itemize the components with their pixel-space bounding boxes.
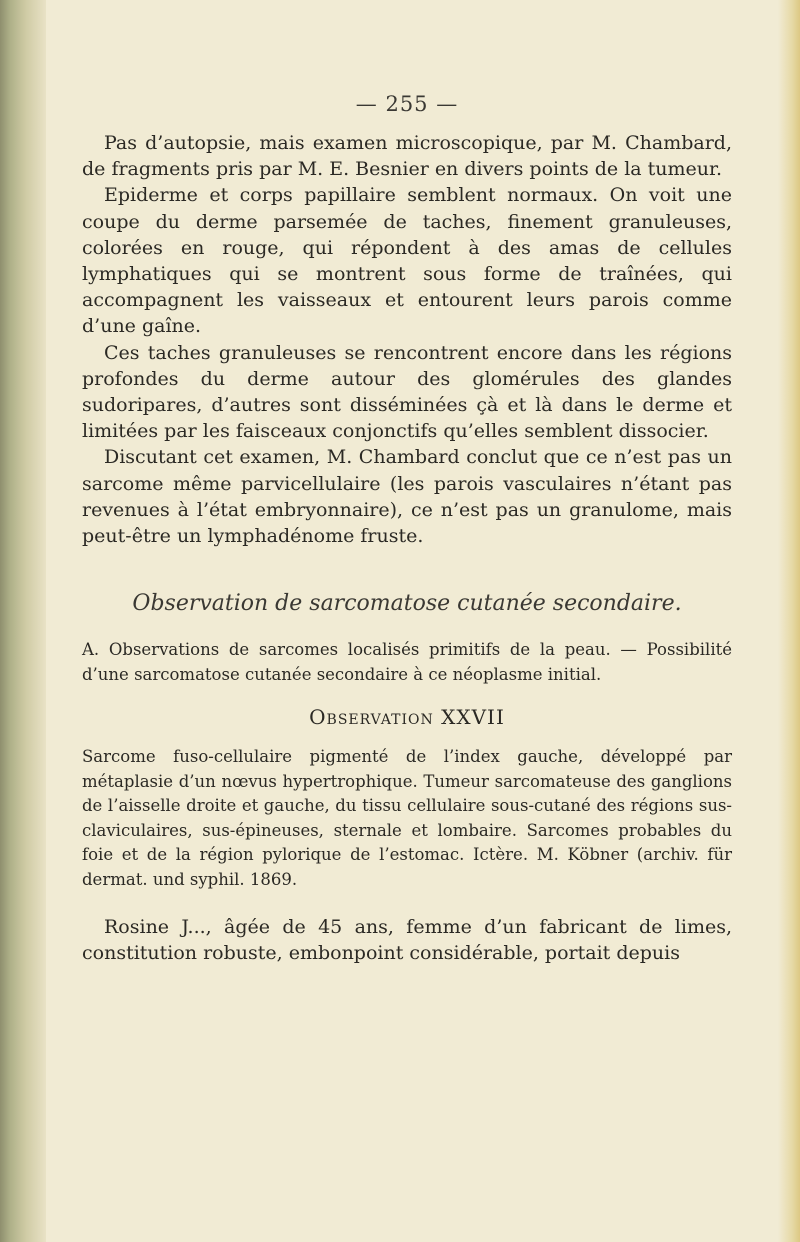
section-title: Observation de sarcomatose cutanée secondaire.: [132, 591, 682, 617]
page-number: — 255 —: [355, 92, 459, 116]
page-body: [82, 92, 732, 967]
case-paragraph: Rosine J..., âgée de 45 ans, femme d’un fabricant de limes, constitution robuste, embonpoint considérable, portait depuis: [82, 916, 732, 965]
paragraph: Ces taches granuleuses se rencontrent encore dans les régions profondes du derme autour des glomérules des glandes sudoripares, d’autres sont disséminées çà et là dans le derme et limitées par les faisceaux conjonctifs qu’elles semblent dissocier.: [82, 341, 732, 443]
observation-summary: Sarcome fuso-cellulaire pigmenté de l’index gauche, développé par métaplasie d’un nœvus hypertrophique. Tumeur sarcomateuse des ganglions de l’aisselle droite et gauche, du tissu cellulaire sous-cutané des régions sus-claviculaires, sus-épineuses, sternale et lombaire. Sarcomes probables du foie et de la région pylorique de l’estomac. Ictère. M. Köbner (archiv. für dermat. und syphil. 1869.: [82, 747, 732, 889]
paragraph: Pas d’autopsie, mais examen microscopique, par M. Chambard, de fragments pris par M. E. Besnier en divers points de la tumeur.: [82, 132, 732, 181]
page-edge: [778, 0, 800, 1242]
section-intro: A. Observations de sarcomes localisés primitifs de la peau. — Possibilité d’une sarcomatose cutanée secondaire à ce néoplasme initial.: [82, 640, 732, 684]
observation-heading: Observation XXVII: [309, 705, 505, 730]
page-binding-shadow: [0, 0, 46, 1242]
spacer: [82, 892, 732, 914]
paragraph: Discutant cet examen, M. Chambard conclut que ce n’est pas un sarcome même parvicellulaire (les parois vasculaires n’étant pas revenues à l’état embryonnaire), ce n’est pas un granulome, mais peut-être un lymphadénome fruste.: [82, 446, 732, 548]
paragraph: Epiderme et corps papillaire semblent normaux. On voit une coupe du derme parsemée de taches, finement granuleuses, colorées en rouge, qui répondent à des amas de cellules lymphatiques qui se montrent sous forme de traînées, qui accompagnent les vaisseaux et entourent leurs parois comme d’une gaîne.: [82, 184, 732, 338]
